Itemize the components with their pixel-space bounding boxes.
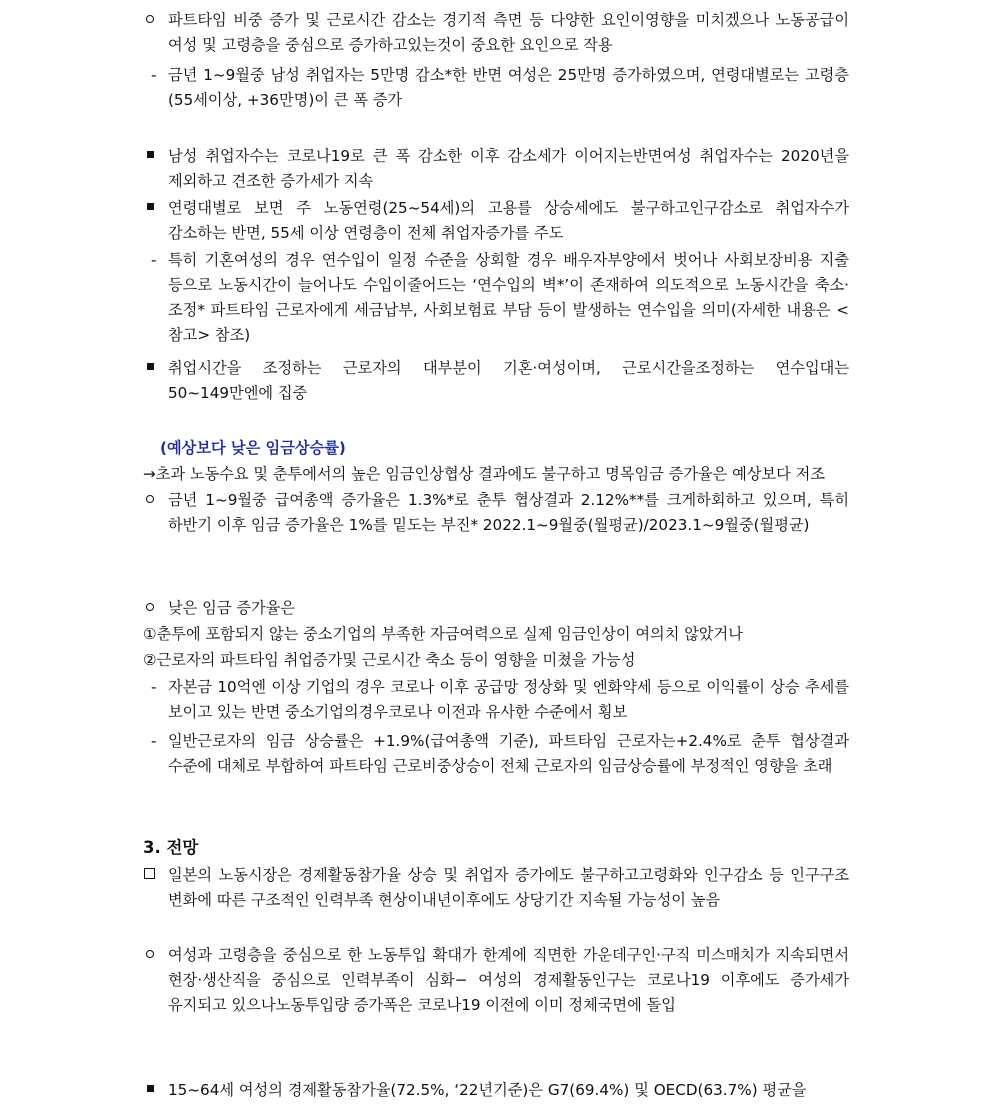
para-text: 금년 1~9월중 남성 취업자는 5만명 감소*한 반면 여성은 25만명 증가하였으며, 연령대별로는 고령층(55세이상, +36만명)이 큰 폭 증가 <box>168 66 849 109</box>
para-capital <box>0 675 991 725</box>
square-bullet-icon <box>147 196 154 221</box>
para-text: 연령대별로 보면 주 노동연령(25~54세)의 고용를 상승세에도 불구하고인구감소로 취업자수가 감소하는 반면, 55세 이상 연령층이 전체 취업자증가를 주도 <box>168 199 849 242</box>
para-text: 낮은 임금 증가율은 <box>168 599 296 617</box>
para-text: ①춘투에 포함되지 않는 중소기업의 부족한 자금여력으로 실제 임금인상이 여의치 않았거나 <box>143 625 743 643</box>
para-text: 15~64세 여성의 경제활동참가율(72.5%, ‘22년기준)은 G7(69.4%) 및 OECD(63.7%) 평균을 <box>168 1081 807 1099</box>
section-heading-outlook <box>0 835 991 860</box>
para-text: 남성 취업자수는 코로나19로 큰 폭 감소한 이후 감소세가 이어지는반면여성 취업자수는 2020년을 제외하고 견조한 증가세가 지속 <box>168 147 849 190</box>
para-text: 자본금 10억엔 이상 기업의 경우 코로나 이후 공급망 정상화 및 엔화약세 등으로 이익률이 상승 추세를 보이고 있는 반면 중소기업의경우코로나 이전과 유사한 수준에서 횡보 <box>168 678 849 721</box>
para-regular-workers <box>0 729 991 779</box>
dash-bullet: - <box>151 678 157 696</box>
para-text: 여성과 고령층을 중심으로 한 노동투입 확대가 한계에 직면한 가운데구인·구직 미스매치가 지속되면서 현장·생산직을 중심으로 인력부족이 심화− 여성의 경제활동인구는 코로나19 이후에도 증가세가 유지되고 있으나노동투입량 증가폭은 코로나19 이전에 이미 정체국면에 돌입 <box>168 946 849 1014</box>
para-reason-1 <box>0 622 991 647</box>
dash-bullet: - <box>151 732 157 750</box>
para-male-employment <box>0 144 991 194</box>
ring-bullet-icon <box>146 943 154 968</box>
square-bullet-icon <box>147 144 154 169</box>
dash-bullet: - <box>151 251 157 269</box>
para-text: ②근로자의 파트타임 취업증가및 근로시간 축소 등이 영향을 미쳤을 가능성 <box>143 651 636 669</box>
heading-text: 3. 전망 <box>143 838 199 857</box>
para-text: 취업시간을 조정하는 근로자의 대부분이 기혼·여성이며, 근로시간을조정하는 연수입대는 50~149만엔에 집중 <box>168 359 849 402</box>
square-box-bullet-icon <box>144 863 155 888</box>
para-age-groups <box>0 196 991 246</box>
para-wage-growth <box>0 488 991 538</box>
para-gender-stats <box>0 63 991 113</box>
para-parttime-increase <box>0 8 991 58</box>
para-labor-market <box>0 863 991 913</box>
para-reason-2 <box>0 648 991 673</box>
para-wage-summary <box>0 462 991 487</box>
para-participation-rate <box>0 1078 991 1103</box>
para-work-hours <box>0 356 991 406</box>
para-text: 일반근로자의 임금 상승률은 +1.9%(급여총액 기준), 파트타임 근로자는+2.4%로 춘투 협상결과 수준에 대체로 부합하여 파트타임 근로비중상승이 전체 근로자의 임금상승률에 부정적인 영향을 초래 <box>168 732 849 775</box>
para-low-wage <box>0 596 991 621</box>
para-text: →초과 노동수요 및 춘투에서의 높은 임금인상협상 결과에도 불구하고 명목임금 증가율은 예상보다 저조 <box>143 465 826 483</box>
heading-text: (예상보다 낮은 임금상승률) <box>160 439 346 457</box>
section-heading-wages <box>0 436 991 461</box>
para-labor-input <box>0 943 991 1018</box>
square-bullet-icon <box>147 356 154 381</box>
ring-bullet-icon <box>146 596 154 621</box>
para-text: 일본의 노동시장은 경제활동참가율 상승 및 취업자 증가에도 불구하고고령화와 인구감소 등 인구구조 변화에 따른 구조적인 인력부족 현상이내년이후에도 상당기간 지속될 가능성이 높음 <box>168 866 849 909</box>
ring-bullet-icon <box>146 8 154 33</box>
ring-bullet-icon <box>146 488 154 513</box>
para-text: 금년 1~9월중 급여총액 증가율은 1.3%*로 춘투 협상결과 2.12%**를 크게하회하고 있으며, 특히 하반기 이후 임금 증가율은 1%를 밑도는 부진* 2022.1~9월중(월평균)/2023.1~9월중(월평균) <box>168 491 849 534</box>
para-text: 파트타임 비중 증가 및 근로시간 감소는 경기적 측면 등 다양한 요인이영향을 미치겠으나 노동공급이 여성 및 고령층을 중심으로 증가하고있는것이 중요한 요인으로 작용 <box>168 11 849 54</box>
para-text: 특히 기혼여성의 경우 연수입이 일정 수준을 상회할 경우 배우자부양에서 벗어나 사회보장비용 지출 등으로 노동시간이 늘어나도 수입이줄어드는 ‘연수입의 벽*’이 존재하여 의도적으로 노동시간을 축소·조정* 파트타임 근로자에게 세금납부, 사회보험료 부담 등이 발생하는 연수입을 의미(자세한 내용은 <참고> 참조) <box>168 251 849 344</box>
square-bullet-icon <box>147 1078 154 1103</box>
para-married-women <box>0 248 991 348</box>
dash-bullet: - <box>151 66 157 84</box>
